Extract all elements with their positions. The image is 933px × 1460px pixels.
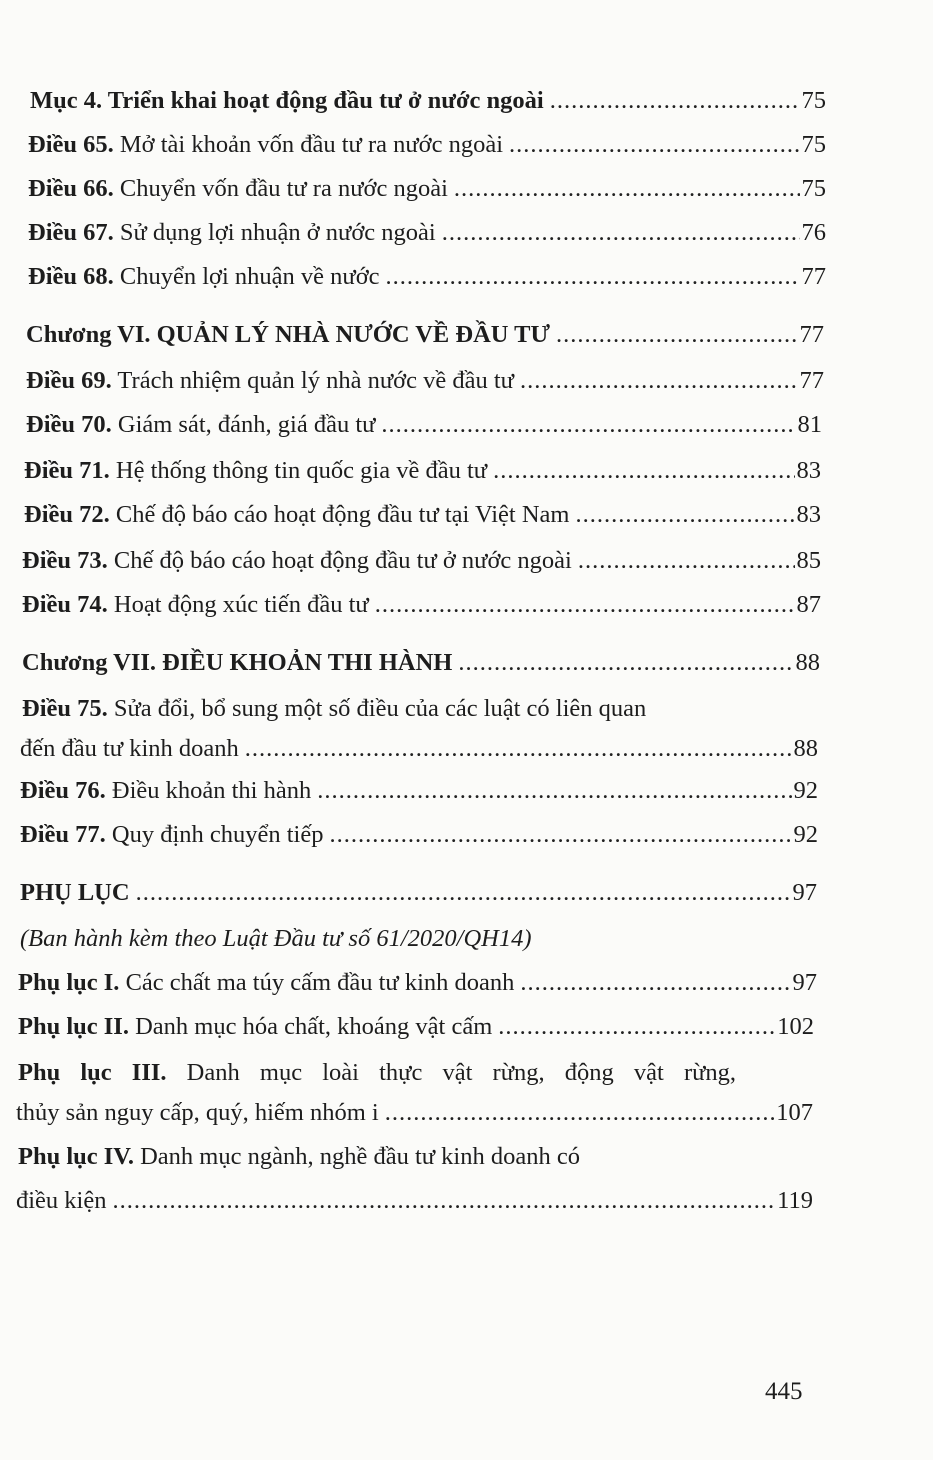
entry-heading: Phụ lục I. — [18, 969, 120, 996]
toc-entry-phu-luc-i[interactable]: Phụ lục I. Các chất ma túy cấm đầu tư kinh doanh ..... 97 — [18, 968, 817, 998]
page-number: 85 — [796, 547, 821, 574]
page-number: 77 — [801, 263, 826, 290]
page-number: 75 — [801, 175, 826, 202]
entry-heading: Điều 71. — [24, 457, 110, 484]
entry-heading: Điều 77. — [20, 821, 106, 848]
entry-heading: Điều 66. — [28, 175, 114, 202]
toc-entry-dieu-66[interactable]: Điều 66. Chuyển vốn đầu tư ra nước ngoài ..... 75 — [28, 174, 826, 204]
toc-entry-dieu-75-line2[interactable]: đến đầu tư kinh doanh ..... 88 — [20, 734, 818, 764]
page-number: 97 — [792, 879, 817, 906]
toc-entry-dieu-77[interactable]: Điều 77. Quy định chuyển tiếp ..... 92 — [20, 820, 818, 850]
page-number: 88 — [793, 735, 818, 762]
leader-dots — [381, 410, 795, 440]
entry-heading: Điều 75. — [22, 695, 108, 722]
entry-heading: Mục 4. Triển khai hoạt động đầu tư ở nước ngoài — [30, 87, 544, 114]
page-number: 107 — [776, 1099, 813, 1126]
leader-dots — [575, 500, 794, 530]
page-number: 75 — [801, 131, 826, 158]
toc-entry-chuong-vii[interactable] — [22, 648, 820, 678]
leader-dots — [520, 366, 798, 396]
leader-dots — [458, 648, 793, 678]
entry-heading: Phụ lục IV. — [18, 1143, 134, 1170]
toc-entry-phu-luc-iii-line1[interactable]: Phụ lục III. Danh mục loài thực vật rừng, động vật rừng, — [18, 1059, 737, 1086]
entry-heading: Phụ lục II. — [18, 1013, 129, 1040]
page-number: 75 — [801, 87, 826, 114]
toc-entry-dieu-76[interactable]: Điều 76. Điều khoản thi hành ..... 92 — [20, 776, 818, 806]
leader-dots — [330, 820, 792, 850]
leader-dots — [375, 590, 795, 620]
entry-heading: Phụ lục III. — [18, 1059, 167, 1086]
toc-entry-phu-luc-iv-line1[interactable]: Phụ lục IV. Danh mục ngành, nghề đầu tư kinh doanh có — [18, 1143, 580, 1170]
entry-heading: Điều 72. — [24, 501, 110, 528]
page-number: 92 — [793, 777, 818, 804]
page-number: 83 — [796, 501, 821, 528]
toc-entry-phu-luc-iv-line2[interactable]: điều kiện ..... 119 — [16, 1186, 813, 1216]
page-number: 77 — [799, 321, 824, 348]
toc-entry-dieu-75-line1[interactable]: Điều 75. Sửa đổi, bổ sung một số điều của các luật có liên quan — [22, 695, 647, 722]
leader-dots — [493, 456, 794, 486]
leader-dots — [498, 1012, 775, 1042]
toc-entry-dieu-73[interactable]: Điều 73. Chế độ báo cáo hoạt động đầu tư ở nước ngoài ..... 85 — [22, 546, 821, 576]
page-number: 102 — [777, 1013, 814, 1040]
entry-heading: Điều 69. — [26, 367, 112, 394]
toc-entry-dieu-74[interactable]: Điều 74. Hoạt động xúc tiến đầu tư ..... 87 — [22, 590, 821, 620]
leader-dots — [113, 1186, 776, 1216]
toc-entry-phu-luc-iii-line2[interactable]: thủy sản nguy cấp, quý, hiếm nhóm i ..... 107 — [16, 1098, 813, 1128]
toc-entry-dieu-72[interactable]: Điều 72. Chế độ báo cáo hoạt động đầu tư tại Việt Nam ..... 83 — [24, 500, 821, 530]
toc-entry-chuong-vi[interactable] — [26, 320, 824, 350]
chapter-heading: PHỤ LỤC — [20, 879, 130, 906]
entry-heading: Điều 68. — [28, 263, 114, 290]
toc-entry-dieu-68[interactable]: Điều 68. Chuyển lợi nhuận về nước ..... 77 — [28, 262, 826, 292]
leader-dots — [442, 218, 800, 248]
page-number: 77 — [799, 367, 824, 394]
leader-dots — [245, 734, 792, 764]
page-number: 97 — [792, 969, 817, 996]
entry-heading: Điều 73. — [22, 547, 108, 574]
toc-entry-dieu-71[interactable]: Điều 71. Hệ thống thông tin quốc gia về đầu tư ..... 83 — [24, 456, 821, 486]
page-number: 92 — [793, 821, 818, 848]
chapter-heading: Chương VI. QUẢN LÝ NHÀ NƯỚC VỀ ĐẦU TƯ — [26, 321, 550, 348]
leader-dots — [550, 86, 800, 116]
entry-heading: Điều 70. — [26, 411, 112, 438]
entry-heading: Điều 74. — [22, 591, 108, 618]
toc-entry-dieu-70[interactable]: Điều 70. Giám sát, đánh, giá đầu tư ..... 81 — [26, 410, 822, 440]
leader-dots — [386, 262, 800, 292]
page-number: 83 — [796, 457, 821, 484]
appendix-note: (Ban hành kèm theo Luật Đầu tư số 61/2020/QH14) — [20, 925, 532, 952]
leader-dots — [454, 174, 800, 204]
toc-entry-dieu-65[interactable]: Điều 65. Mở tài khoản vốn đầu tư ra nước ngoài ..... 75 — [28, 130, 826, 160]
leader-dots — [520, 968, 790, 998]
page-number: 87 — [796, 591, 821, 618]
chapter-heading: Chương VII. ĐIỀU KHOẢN THI HÀNH — [22, 649, 453, 676]
leader-dots — [136, 878, 791, 908]
page-footer-number: 445 — [765, 1378, 803, 1405]
page-number: 81 — [797, 411, 822, 438]
entry-heading: Điều 65. — [28, 131, 114, 158]
leader-dots — [556, 320, 798, 350]
toc-entry-muc-4[interactable] — [30, 86, 826, 116]
toc-entry-phu-luc-ii[interactable]: Phụ lục II. Danh mục hóa chất, khoáng vật cấm ..... 102 — [18, 1012, 814, 1042]
leader-dots — [578, 546, 795, 576]
page-number: 119 — [777, 1187, 813, 1214]
leader-dots — [317, 776, 791, 806]
toc-entry-dieu-67[interactable]: Điều 67. Sử dụng lợi nhuận ở nước ngoài ..... 76 — [28, 218, 826, 248]
toc-entry-dieu-69[interactable]: Điều 69. Trách nhiệm quản lý nhà nước về đầu tư ..... 77 — [26, 366, 824, 396]
toc-entry-phu-luc[interactable] — [20, 878, 817, 908]
page-number: 88 — [795, 649, 820, 676]
page-number: 76 — [801, 219, 826, 246]
entry-heading: Điều 76. — [20, 777, 106, 804]
leader-dots — [509, 130, 799, 160]
entry-heading: Điều 67. — [28, 219, 114, 246]
leader-dots — [385, 1098, 775, 1128]
